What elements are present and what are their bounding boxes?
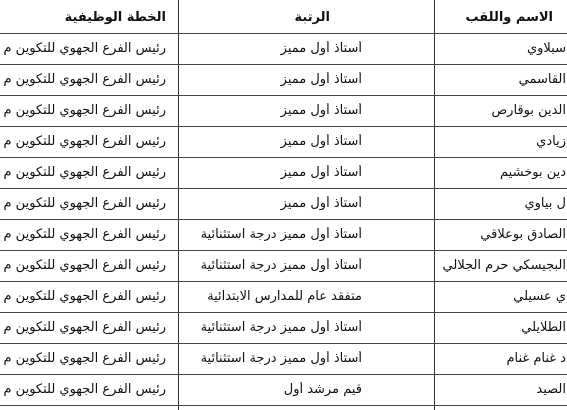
cell-rank: أستاذ أول مميز: [280, 196, 362, 211]
header-name: الاسم واللقب: [465, 10, 553, 25]
column-divider-left: [178, 0, 179, 410]
cell-plan: رئيس الفرع الجهوي للتكوين م: [3, 196, 166, 211]
column-divider-right: [434, 0, 435, 410]
cell-name: سبلاوي: [526, 41, 566, 56]
cell-rank: أستاذ أول مميز درجة استثنائية: [200, 227, 362, 242]
cell-name: ي عسيلي: [513, 289, 566, 304]
header-bottom-border: [0, 33, 567, 34]
cell-rank: أستاذ أول مميز درجة استثنائية: [200, 351, 362, 366]
cell-rank: أستاذ أول مميز: [280, 165, 362, 180]
header-plan: الخطة الوظيفية: [64, 10, 166, 25]
cell-rank: أستاذ أول مميز درجة استثنائية: [200, 320, 362, 335]
cell-name: الصادق بوعلاقي: [480, 227, 566, 242]
row-border: [0, 219, 567, 220]
cell-plan: رئيس الفرع الجهوي للتكوين م: [3, 258, 166, 273]
cell-plan: رئيس الفرع الجهوي للتكوين م: [3, 289, 166, 304]
cell-rank: أستاذ أول مميز درجة استثنائية: [200, 258, 362, 273]
cell-plan: رئيس الفرع الجهوي للتكوين م: [3, 382, 166, 397]
row-border: [0, 343, 567, 344]
cell-plan: رئيس الفرع الجهوي للتكوين م: [3, 41, 166, 56]
cell-name: البجيسكي حرم الجلالي: [442, 258, 566, 273]
cell-name: زيادي: [536, 134, 566, 149]
row-border: [0, 64, 567, 65]
cell-plan: رئيس الفرع الجهوي للتكوين م: [3, 165, 166, 180]
cell-plan: رئيس الفرع الجهوي للتكوين م: [3, 227, 166, 242]
cell-rank: أستاذ أول مميز: [280, 41, 362, 56]
cell-plan: رئيس الفرع الجهوي للتكوين م: [3, 72, 166, 87]
row-border: [0, 157, 567, 158]
cell-name: ل بياوي: [524, 196, 566, 211]
cell-name: الدين بوقارص: [491, 103, 566, 118]
cell-plan: رئيس الفرع الجهوي للتكوين م: [3, 103, 166, 118]
cell-rank: متفقد عام للمدارس الابتدائية: [207, 289, 362, 304]
cell-name: القاسمي: [518, 72, 566, 87]
cell-plan: رئيس الفرع الجهوي للتكوين م: [3, 320, 166, 335]
cell-rank: أستاذ أول مميز: [280, 103, 362, 118]
cell-plan: رئيس الفرع الجهوي للتكوين م: [3, 351, 166, 366]
row-border: [0, 312, 567, 313]
cell-rank: أستاذ أول مميز: [280, 134, 362, 149]
row-border: [0, 188, 567, 189]
row-border: [0, 126, 567, 127]
cell-name: الصيد: [536, 382, 566, 397]
cell-plan: رئيس الفرع الجهوي للتكوين م: [3, 134, 166, 149]
cell-name: الطلايلي: [521, 320, 566, 335]
row-border: [0, 405, 567, 406]
row-border: [0, 374, 567, 375]
header-rank: الرتبة: [294, 10, 330, 25]
cell-rank: أستاذ أول مميز: [280, 72, 362, 87]
row-border: [0, 95, 567, 96]
row-border: [0, 281, 567, 282]
cell-name: د غنام غنام: [506, 351, 566, 366]
cell-rank: قيم مرشد أول: [283, 382, 362, 397]
row-border: [0, 250, 567, 251]
cell-name: دين بوخشيم: [500, 165, 566, 180]
